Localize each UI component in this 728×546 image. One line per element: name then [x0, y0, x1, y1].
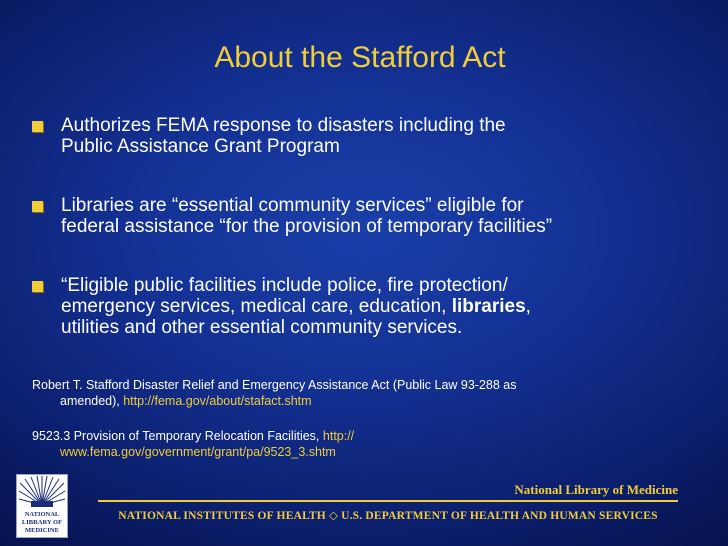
reference-text: amended), — [60, 394, 124, 408]
footer-org-name: National Library of Medicine — [514, 482, 678, 497]
bullet-line: Public Assistance Grant Program — [61, 136, 340, 157]
bullet-text — [61, 195, 701, 237]
square-bullet-icon — [32, 201, 43, 212]
reference-text: 9523.3 Provision of Temporary Relocation Facilities, — [32, 429, 323, 443]
square-bullet-icon — [32, 121, 43, 132]
logo-word: NATIONAL — [24, 511, 60, 518]
bullet-line: Libraries are “essential community services” eligible for — [61, 195, 524, 216]
bullet-text — [61, 115, 701, 157]
reference-9523-3 — [32, 428, 692, 460]
bullet-emphasis: libraries — [451, 296, 526, 317]
square-bullet-icon — [32, 281, 43, 292]
bullet-line: emergency services, medical care, education, — [61, 296, 452, 317]
slide-title: About the Stafford Act — [214, 41, 506, 74]
bullet-line: utilities and other essential community services. — [61, 317, 463, 338]
reference-link[interactable]: http:// — [322, 429, 355, 443]
footer-agencies: NATIONAL INSTITUTES OF HEALTH ◇ U.S. DEPARTMENT OF HEALTH AND HUMAN SERVICES — [118, 510, 658, 522]
bullet-line: federal assistance “for the provision of temporary facilities” — [61, 216, 553, 237]
nlm-logo-rays — [17, 475, 67, 509]
logo-word: MEDICINE — [25, 527, 59, 534]
reference-text: Robert T. Stafford Disaster Relief and Emergency Assistance Act (Public Law 93-288 as — [32, 378, 517, 392]
bullet-line: Authorizes FEMA response to disasters including the — [61, 115, 506, 136]
nlm-logo-icon — [16, 474, 68, 538]
reference-line — [32, 444, 692, 460]
bullet-line-end: , — [525, 296, 531, 317]
bullet-text — [61, 275, 701, 338]
footer-divider — [98, 500, 678, 502]
logo-word: LIBRARY OF — [21, 519, 63, 526]
reference-link[interactable]: http://fema.gov/about/stafact.shtm — [123, 394, 312, 408]
reference-stafford-act — [32, 377, 692, 409]
reference-link[interactable]: www.fema.gov/government/grant/pa/9523_3.shtm — [60, 445, 336, 459]
bullet-line: “Eligible public facilities include police, fire protection/ — [61, 275, 508, 296]
reference-line — [32, 393, 692, 409]
